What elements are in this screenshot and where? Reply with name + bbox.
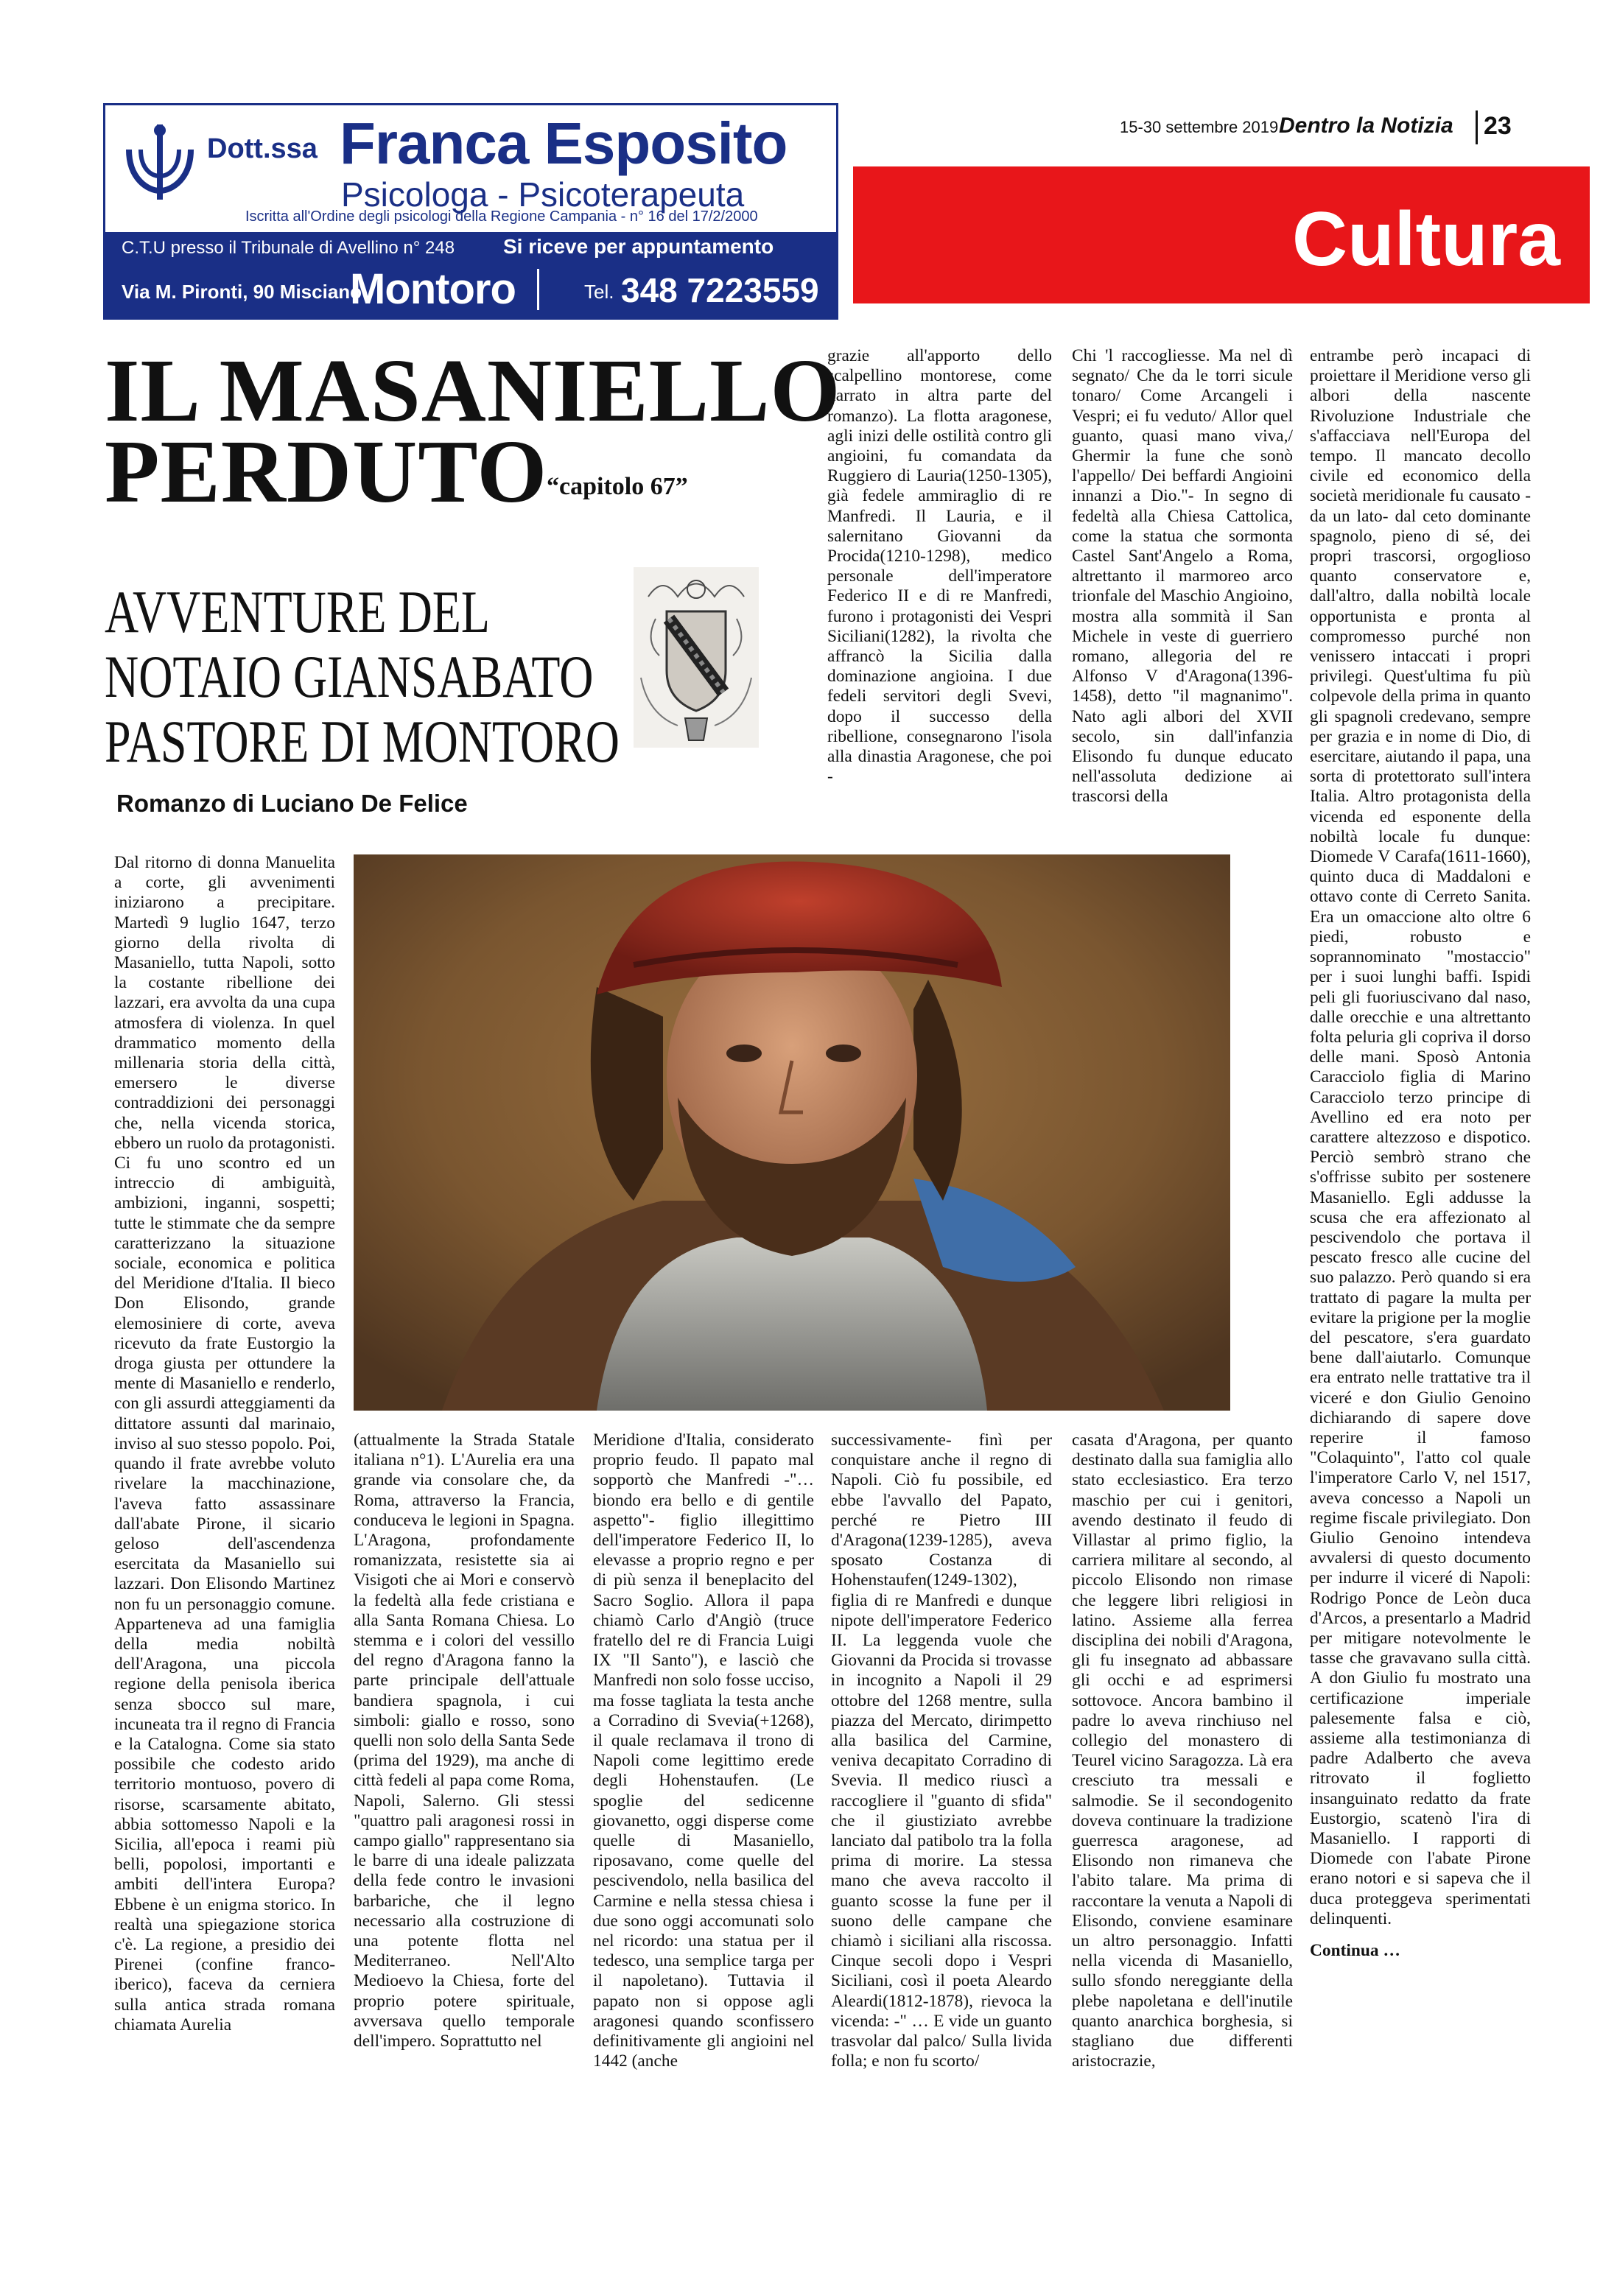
section-title: Cultura bbox=[1292, 197, 1560, 282]
article-paragraph: Chi 'l raccogliesse. Ma nel dì segnato/ Che da le torri sicule tonaro/ Come Arcangeli i Vespri; ei fu veduto/ Allor quel guanto, quasi mano viva,/ Ghermir la fune che sonò l'appello/ Dei beffardi Angioini innanzi a Dio."- In segno di fedeltà alla Chiesa Cattolica, come la statua che sormonta Castel Sant'Angelo a Roma, altrettanto il marmoreo arco trionfale del Maschio Angioino, mostra alla sommità il San Michele in veste di guerriero romano, allegoria del re Alfonso V d'Aragona(1396-1458), detto "il magnanimo". Nato agli albori del XVII secolo, sin dall'infanzia Elisondo fu dunque educato nell'assoluta dedizione ai trascorsi della bbox=[1072, 346, 1293, 807]
article-paragraph: Dal ritorno di donna Manuelita a corte, gli avvenimenti iniziarono a precipitare. Martedì 9 luglio 1647, terzo giorno della rivolta di Masaniello, tutta Napoli, sotto la costante ribellione dei lazzari, era avvolta da una cupa atmosfera di violenza. In quel drammatico momento della millenaria storia della città, emersero le diverse contraddizioni dei personaggi che, nella vicenda storica, ebbero un ruolo da protagonisti. Ci fu uno scontro ed un intreccio di ambiguità, ambizioni, inganni, sospetti; tutte le stimmate che da sempre caratterizzano la situazione sociale, economica e politica del Meridione d'Italia. Il bieco Don Elisondo, grande elemosiniere di corte, aveva ricevuto da frate Eustorgio la droga giusta per ottundere la mente di Masaniello e renderlo, con gli assurdi atteggiamenti da dittatore assunti dal marinaio, inviso al suo stesso popolo. Poi, quando il frate avrebbe voluto rivelare la macchinazione, l'aveva fatto assassinare dall'abate Pirone, il sicario geloso dell'ascendenza esercitata da Masaniello sui lazzari. Don Elisondo Martinez non fu un personaggio comune. Apparteneva ad una famiglia della media nobiltà dell'Aragona, una piccola regione della penisola iberica senza sbocco sul mare, incuneata tra il regno di Francia e la Catalogna. Come sia stato possibile che codesto arido territorio montuoso, povero di risorse, scarsamente abitato, abbia sottomesso Napoli e la Sicilia, all'epoca i reami più belli, popolosi, importanti e ambiti dell'intera Europa? Ebbene è un enigma storico. In realtà una spiegazione storica c'è. La regione, a presidio dei Pirenei (confine franco-iberico), faceva da cerniera sulla antica strada romana chiamata Aurelia bbox=[114, 853, 335, 2035]
article-paragraph: grazie all'apporto dello scalpellino montorese, come narrato in altra parte del romanzo). La flotta aragonese, agli inizi delle ostilità contro gli angioini, fu comandata da Ruggiero di Lauria(1250-1305), già fedele ammiraglio di re Manfredi. Il Lauria, e il salernitano Giovanni da Procida(1210-1298), medico personale dell'imperatore Federico II e di re Manfredi, furono i protagonisti dei Vespri Siciliani(1282), la rivolta che affrancò la Sicilia dalla dominazione angioina. I due fedeli servitori degli Svevi, dopo il successo della ribellione, consegnarono l'isola alla dinastia Aragonese, che poi - bbox=[827, 346, 1052, 787]
heraldic-crest-image bbox=[634, 567, 759, 748]
article-byline: Romanzo di Luciano De Felice bbox=[116, 790, 468, 817]
ad-phone-number: 348 7223559 bbox=[621, 271, 819, 309]
ad-contact-band bbox=[105, 232, 836, 317]
article-column-2-bottom bbox=[354, 1430, 575, 2270]
chapter-label: “capitolo 67” bbox=[547, 473, 688, 500]
ad-doctor-name: Franca Esposito bbox=[340, 110, 788, 176]
article-title-line-2: PERDUTO bbox=[105, 422, 548, 522]
article-column-3-bottom bbox=[593, 1430, 814, 2270]
article-column-4-bottom bbox=[831, 1430, 1052, 2270]
article-paragraph: (attualmente la Strada Statale italiana n°1). L'Aurelia era una grande via consolare che, da Roma, attraverso la Francia, conduceva le legioni in Spagna. L'Aragona, profondamente romanizzata, resistette sia ai Visigoti che ai Mori e conservò la fedeltà alla fede cristiana e alla Santa Romana Chiesa. Lo stemma e i colori del vessillo del regno d'Aragona fanno la parte principale dell'attuale bandiera spagnola, i cui simboli: giallo e rosso, sono quelli non solo della Santa Sede (prima del 1929), ma anche di città fedeli al papa come Roma, Napoli, Salerno. Gli stessi "quattro pali aragonesi rossi in campo giallo" rappresentano sia le barre di una ideale palizzata della fede contro le invasioni barbariche, che il legno necessario alla costruzione di una potente flotta nel Mediterraneo. Nell'Alto Medioevo la Chiesa, forte del proprio potere spirituale, avversava quello temporale dell'impero. Soprattutto nel bbox=[354, 1430, 575, 2051]
article-column-3-top bbox=[1072, 346, 1293, 847]
section-banner bbox=[853, 166, 1590, 303]
page-number: 23 bbox=[1484, 112, 1512, 140]
portrait-image bbox=[354, 854, 1230, 1411]
psi-symbol-icon bbox=[119, 120, 201, 203]
article-column-1 bbox=[114, 853, 335, 2273]
ad-address: Via M. Pironti, 90 Misciano bbox=[122, 281, 362, 303]
article-subtitle-line-3: PASTORE DI MONTORO bbox=[105, 708, 620, 775]
advertisement-box bbox=[103, 103, 838, 320]
ad-city: Montoro bbox=[350, 265, 516, 313]
ad-title-prefix: Dott.ssa bbox=[207, 133, 318, 164]
article-paragraph: Meridione d'Italia, considerato proprio feudo. Il papato mal sopportò che Manfredi -"… biondo era bello e di gentile aspetto"- figlio illegittimo dell'imperatore Federico II, lo elevasse a proprio regno e per di più senza il beneplacito del Sacro Soglio. Allora il papa chiamò Carlo d'Angiò (truce fratello del re di Francia Luigi IX "Il Santo"), e lasciò che Manfredi non solo fosse ucciso, ma fosse tagliata la testa anche a Corradino di Svevia(+1268), il quale reclamava il trono di Napoli come legittimo erede degli Hohenstaufen. (Le spoglie del sedicenne giovanetto, oggi disperse come quelle di Masaniello, riposavano, come quelle del pescivendolo, nella basilica del Carmine e nella stessa chiesa i due sono oggi accomunati solo nel ricordo: una statua per il tedesco, una semplice targa per il napoletano). Tuttavia il papato non si oppose agli aragonesi quando sconfissero definitivamente gli angioini nel 1442 (anche bbox=[593, 1430, 814, 2071]
ad-tel-label: Tel. bbox=[584, 281, 614, 303]
ad-appointment-text: Si riceve per appuntamento bbox=[503, 235, 774, 258]
header-divider bbox=[1476, 110, 1478, 144]
issue-date: 15-30 settembre 2019 bbox=[1120, 118, 1279, 136]
ad-registration: Iscritta all'Ordine degli psicologi della Regione Campania - n° 16 del 17/2/2000 bbox=[245, 208, 758, 225]
article-subtitle-line-1: AVVENTURE DEL bbox=[105, 578, 490, 645]
article-column-5-bottom bbox=[1072, 1430, 1293, 2270]
article-column-2-top bbox=[827, 346, 1052, 847]
article-paragraph: successivamente- finì per conquistare anche il regno di Napoli. Ciò fu possibile, ed ebbe l'avvallo del Papato, perché re Pietro III d'Aragona(1239-1285), aveva sposato Costanza di Hohenstaufen(1249-1302), figlia di re Manfredi e dunque nipote dell'imperatore Federico II. La leggenda vuole che Giovanni da Procida si trovasse in incognito a Napoli il 29 ottobre del 1268 mentre, sulla piazza del Mercato, dirimpetto alla basilica del Carmine, veniva decapitato Corradino di Svevia. Il medico riuscì a raccogliere il "guanto di sfida" che il giustiziato avrebbe lanciato dal patibolo tra la folla prima di morire. La stessa mano che aveva raccolto il guanto scosse la fune per il suono delle campane che chiamò i siciliani alla riscossa. Cinque secoli dopo i Vespri Siciliani, così il poeta Aleardo Aleardi(1812-1878), rievoca la vicenda: -" … E vide un guanto trasvolar dal palco/ Sulla livida folla; e non fu scorto/ bbox=[831, 1430, 1052, 2071]
continua-label: Continua … bbox=[1310, 1941, 1400, 1961]
ad-ctu-text: C.T.U presso il Tribunale di Avellino n° 248 bbox=[122, 238, 455, 258]
ad-profession: Psicologa - Psicoterapeuta bbox=[341, 175, 745, 214]
article-paragraph: casata d'Aragona, per quanto destinato dalla sua famiglia allo stato ecclesiastico. Era terzo maschio per cui i genitori, avendo destinato il feudo di Villastar al primo figlio, la carriera militare al secondo, al piccolo Elisondo non rimase che leggere libri religiosi in latino. Assieme alla ferrea disciplina dei nobili d'Aragona, gli fu insegnato ad abbassare gli occhi e ad esprimersi sottovoce. Ancora bambino il padre lo aveva rinchiuso nel collegio del monastero di Teurel vicino Saragozza. Là era cresciuto tra messali e salmodie. Se il secondogenito doveva continuare la tradizione guerresca aragonese, ad Elisondo non rimaneva che l'abito talare. Ma prima di raccontare la venuta a Napoli di Elisondo, conviene esaminare un altro personaggio. Infatti nella vicenda di Masaniello, sullo sfondo nereggiante della plebe napoletana e dell'inutile quanto anarchica borghesia, si stagliano due differenti aristocrazie, bbox=[1072, 1430, 1293, 2071]
article-title-line-1: IL MASANIELLO bbox=[105, 341, 841, 440]
ad-separator bbox=[537, 269, 539, 310]
article-subtitle-line-2: NOTAIO GIANSABATO bbox=[105, 643, 594, 710]
article-column-4 bbox=[1310, 346, 1531, 2276]
article-paragraph: entrambe però incapaci di proiettare il Meridione verso gli albori della nascente Rivoluzione Industriale che s'affacciava nell'Europa del tempo. Il mancato decollo civile ed economico della società meridionale fu causato -da un lato- dal ceto dominante spagnolo, pieno di sé, dei propri trascorsi, orgoglioso quanto conservatore e, dall'altro, dalla nobiltà locale opportunista e pronta al compromesso purché non venissero intaccati i propri privilegi. Quest'ultima fu più colpevole della prima in quanto gli spagnoli credevano, sempre per grazia e in nome di Dio, di esercitare, aiutando il papa, una sorta di protettorato sull'intera Italia. Altro protagonista della vicenda ed esponente della nobiltà locale fu dunque: Diomede V Carafa(1611-1660), quinto duca di Maddaloni e ottavo conte di Cerreto Sanita. Era un omaccione alto oltre 6 piedi, robusto e soprannominato "mostaccio" per i suoi lunghi baffi. Ispidi peli gli fuoriuscivano dal naso, dalle orecchie e una altrettanto folta peluria gli copriva il dorso delle mani. Sposò Antonia Caracciolo figlia di Marino Caracciolo terzo principe di Avellino ed era noto per carattere altezzoso e dispotico. Perciò sembrò strano che s'offrisse subito per sostenere Masaniello. Egli addusse la scusa che era affezionato al pescivendolo che portava il pescato fresco alle cucine del suo palazzo. Però quando si era trattato di pagare la multa per evitare la prigione per la moglie del pescatore, s'era guardato bene dall'aiutarlo. Comunque era entrato nelle trattative tra il viceré e don Giulio Genoino dichiarando di sapere dove reperire il famoso "Colaquinto", l'atto col quale l'imperatore Carlo V, nel 1517, aveva concesso a Napoli un regime fiscale privilegiato. Don Giulio Genoino intendeva avvalersi di questo documento per indurre il viceré di Napoli: Rodrigo Ponce de Leòn duca d'Arcos, a presentarlo a Madrid per mitigare notevolmente le tasse che gravavano sulla città. A don Giulio fu mostrato una certificazione imperiale palesemente falsa e ciò, assieme alla testimonianza di padre Adalberto che aveva ritrovato il foglietto insanguinato redatto da frate Eustorgio, scatenò l'ira di Masaniello. I rapporti di Diomede con l'abate Pirone erano notori e si sapeva che il duca proteggeva sperimentati delinquenti. bbox=[1310, 346, 1531, 1928]
newspaper-brand: Dentro la Notizia bbox=[1279, 113, 1453, 138]
